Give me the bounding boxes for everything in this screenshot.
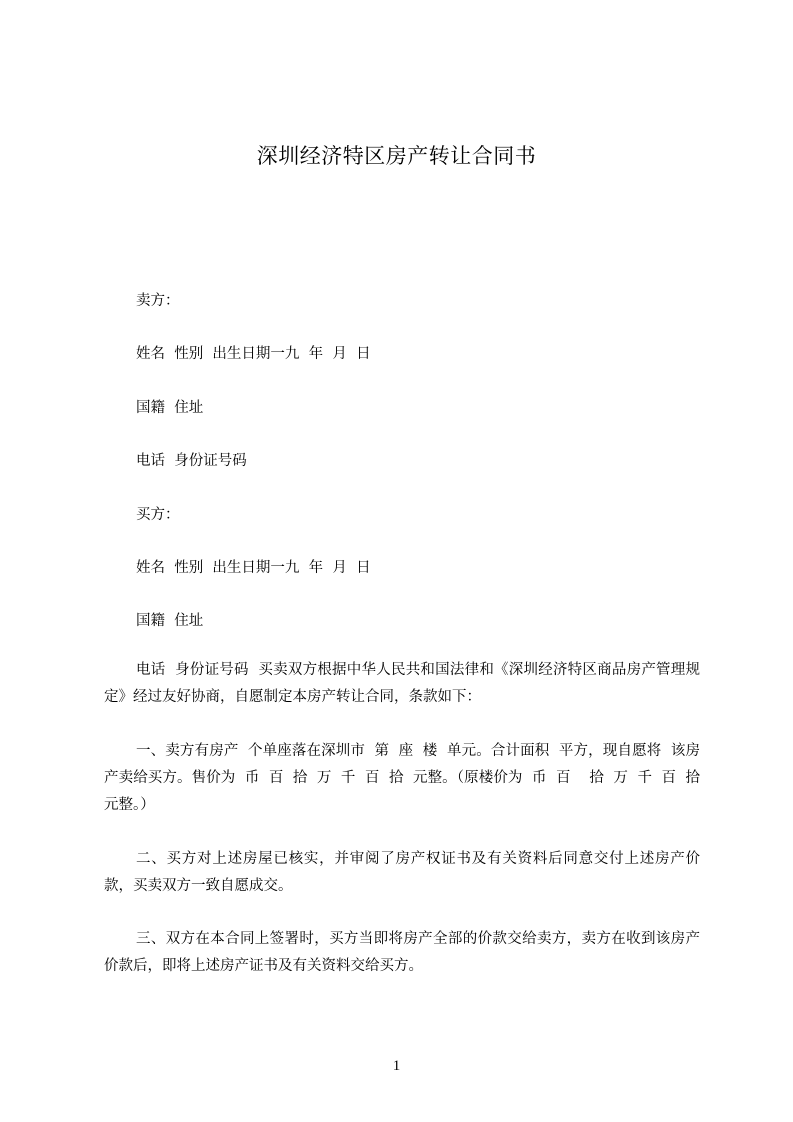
clause-2-text: 二、买方对上述房屋已核实，并审阅了房产权证书及有关资料后同意交付上述房产价款，买卖双方一致自愿成交。 bbox=[104, 851, 700, 894]
clause-2 bbox=[104, 846, 700, 900]
clause-1-text: 一、卖方有房产 个单座落在深圳市 第 座 楼 单元。合计面积 平方，现自愿将 该房产卖给买方。售价为 币 百 拾 万 千 百 拾 元整。（原楼价为 币 百 拾 万 千 百 拾 元整。） bbox=[104, 743, 710, 813]
buyer-address-line: 国籍 住址 bbox=[136, 613, 204, 629]
intro-paragraph bbox=[104, 657, 700, 711]
seller-name-line: 姓名 性别 出生日期一九 年 月 日 bbox=[136, 346, 371, 362]
seller-phone-line: 电话 身份证号码 bbox=[136, 453, 247, 469]
buyer-name-line: 姓名 性别 出生日期一九 年 月 日 bbox=[136, 560, 371, 576]
document-title: 深圳经济特区房产转让合同书 bbox=[256, 144, 537, 168]
clause-3-text: 三、双方在本合同上签署时，买方当即将房产全部的价款交给卖方，卖方在收到该房产价款后，即将上述房产证书及有关资料交给买方。 bbox=[104, 931, 700, 974]
seller-heading: 卖方： bbox=[136, 293, 180, 309]
seller-address-line: 国籍 住址 bbox=[136, 400, 204, 416]
buyer-heading: 买方： bbox=[136, 507, 180, 523]
clause-1 bbox=[104, 738, 710, 819]
intro-paragraph-text: 电话 身份证号码 买卖双方根据中华人民共和国法律和《深圳经济特区商品房产管理规定》经过友好协商，自愿制定本房产转让合同，条款如下： bbox=[104, 662, 700, 705]
page-number: 1 bbox=[392, 1058, 401, 1074]
clause-3 bbox=[104, 926, 700, 980]
